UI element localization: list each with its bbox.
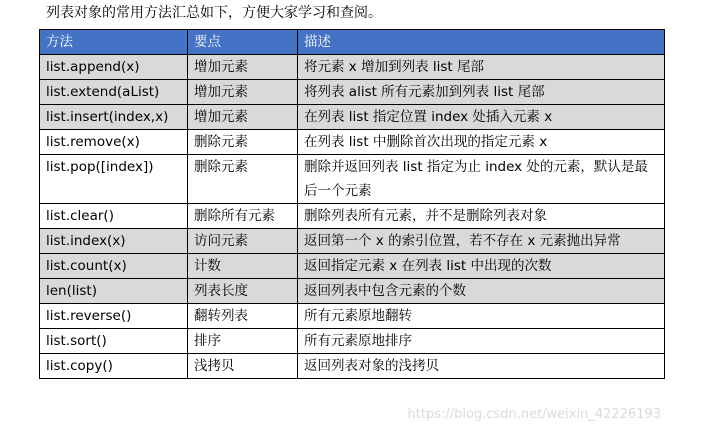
point-cell: 删除所有元素 [188,204,298,229]
table-row [40,254,665,279]
point-cell: 排序 [188,329,298,354]
table-row [40,329,665,354]
method-cell: list.remove(x) [40,130,188,155]
description-cell: 在列表 list 中删除首次出现的指定元素 x [298,130,665,155]
description-cell: 将元素 x 增加到列表 list 尾部 [298,55,665,80]
method-cell: len(list) [40,279,188,304]
point-cell: 删除元素 [188,130,298,155]
description-cell: 返回第一个 x 的索引位置，若不存在 x 元素抛出异常 [298,229,665,254]
table-body [40,55,665,379]
description-cell: 返回列表中包含元素的个数 [298,279,665,304]
method-cell: list.insert(index,x) [40,105,188,130]
description-cell: 将列表 alist 所有元素加到列表 list 尾部 [298,80,665,105]
method-cell: list.append(x) [40,55,188,80]
description-cell: 删除并返回列表 list 指定为止 index 处的元素，默认是最后一个元素 [298,155,665,204]
methods-table [39,29,665,379]
method-cell: list.extend(aList) [40,80,188,105]
method-cell: list.index(x) [40,229,188,254]
description-cell: 所有元素原地排序 [298,329,665,354]
description-cell: 删除列表所有元素，并不是删除列表对象 [298,204,665,229]
description-cell: 返回指定元素 x 在列表 list 中出现的次数 [298,254,665,279]
method-cell: list.reverse() [40,304,188,329]
point-cell: 访问元素 [188,229,298,254]
table-row [40,105,665,130]
table-row [40,155,665,204]
table-row [40,229,665,254]
watermark: https://blog.csdn.net/weixin_42226193 [407,407,661,422]
method-cell: list.sort() [40,329,188,354]
table-row [40,80,665,105]
table-row [40,204,665,229]
description-cell: 返回列表对象的浅拷贝 [298,354,665,379]
point-cell: 增加元素 [188,55,298,80]
point-cell: 增加元素 [188,105,298,130]
point-cell: 浅拷贝 [188,354,298,379]
header-point: 要点 [188,30,298,55]
table-header [40,30,665,55]
method-cell: list.pop([index]) [40,155,188,204]
point-cell: 增加元素 [188,80,298,105]
method-cell: list.count(x) [40,254,188,279]
point-cell: 翻转列表 [188,304,298,329]
point-cell: 删除元素 [188,155,298,204]
header-method: 方法 [40,30,188,55]
intro-text: 列表对象的常用方法汇总如下，方便大家学习和查阅。 [46,5,382,21]
point-cell: 计数 [188,254,298,279]
table-row [40,130,665,155]
description-cell: 所有元素原地翻转 [298,304,665,329]
header-row [40,30,665,55]
table-row [40,304,665,329]
table-row [40,55,665,80]
table-row [40,279,665,304]
header-description: 描述 [298,30,665,55]
table-row [40,354,665,379]
method-cell: list.clear() [40,204,188,229]
method-cell: list.copy() [40,354,188,379]
description-cell: 在列表 list 指定位置 index 处插入元素 x [298,105,665,130]
point-cell: 列表长度 [188,279,298,304]
